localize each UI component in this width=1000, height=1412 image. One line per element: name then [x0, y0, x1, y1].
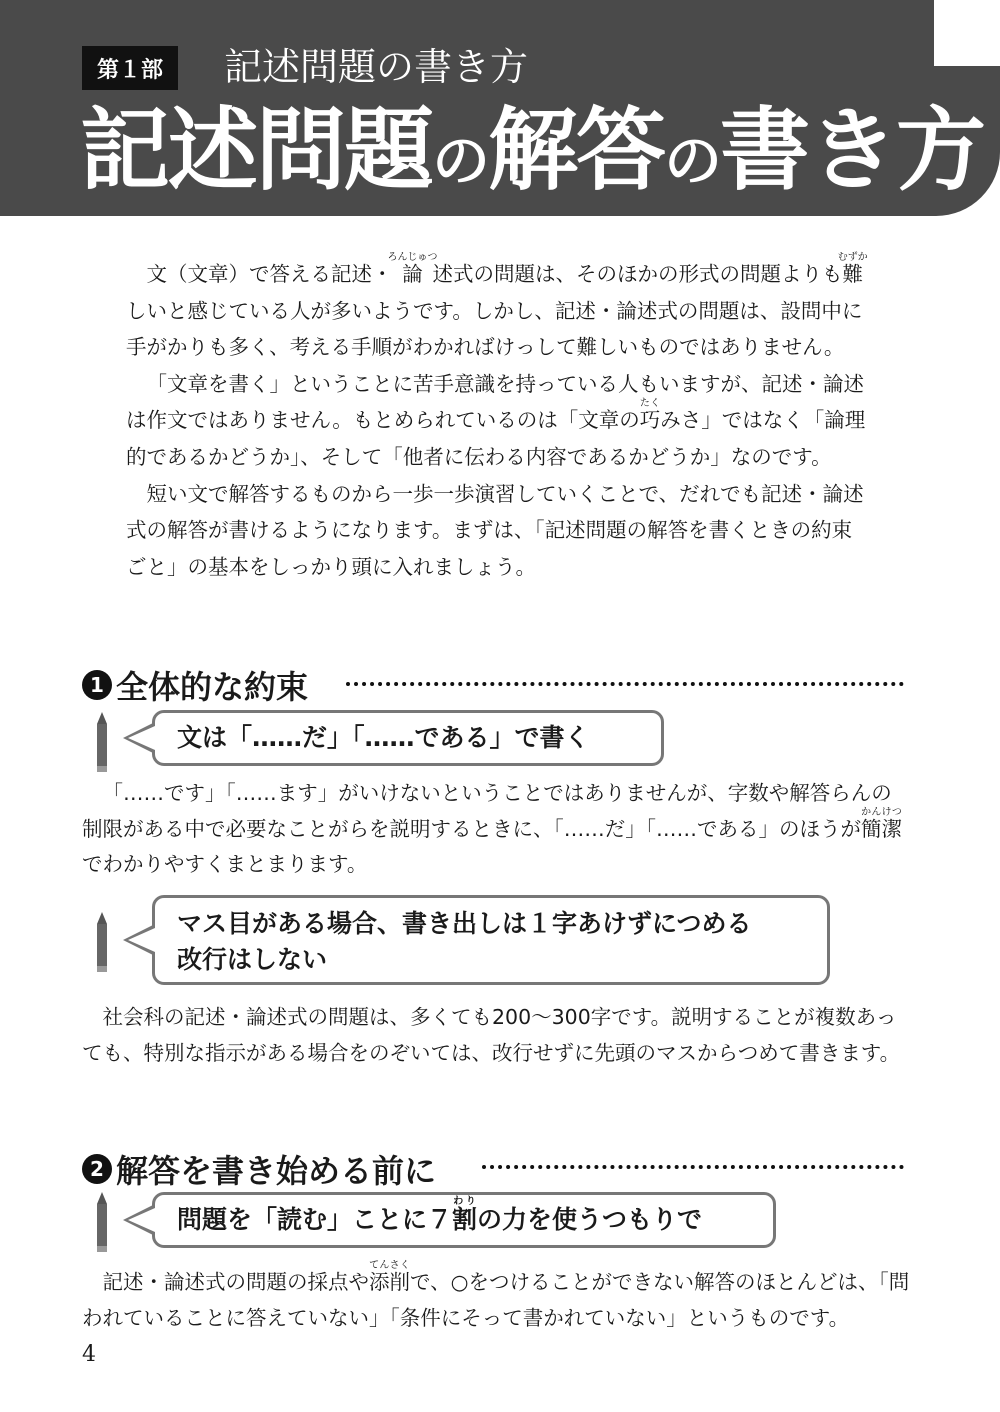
section-heading-1 — [82, 662, 308, 708]
intro-paragraph — [126, 252, 868, 366]
part-subtitle: 記述問題の書き方 — [224, 45, 529, 89]
ruby-reading: むずか — [837, 252, 868, 263]
text-run: でわかりやすくまとまります。 — [82, 852, 368, 876]
ruby-base: 巧 — [639, 408, 661, 433]
ruby-word — [387, 252, 438, 286]
ruby-base: 論 — [387, 262, 438, 286]
text-run: 述式の問題は、そのほかの形式の問題よりも — [432, 262, 843, 286]
pencil-icon — [95, 912, 109, 972]
text-run: しいと感じている人が多いようです。しかし、記述・論述式の問題は、設問中に手がかりも多く、考える手順がわかればけっして難しいものではありません。 — [126, 298, 863, 360]
ruby-reading: かんけつ — [861, 806, 902, 818]
ruby-reading: てんさく — [369, 1260, 410, 1271]
text-run: 問題を「読む」ことに７ — [177, 1205, 453, 1234]
text-run: で、○をつけることができない解答のほとんどは、「問われていることに答えていない」「条件にそって書かれていない」というものです。 — [82, 1270, 910, 1330]
text-run: 記述・論述式の問題の採点や — [102, 1270, 369, 1294]
section-number-badge: 2 — [82, 1154, 112, 1184]
section-body — [82, 1260, 910, 1336]
ruby-reading: たく — [639, 398, 661, 410]
ruby-word — [639, 398, 661, 433]
section-number-badge: 1 — [82, 670, 112, 700]
page-title — [80, 96, 984, 216]
section-body — [82, 776, 910, 883]
ruby-base: 簡潔 — [861, 816, 902, 841]
dotted-leader — [482, 1165, 904, 1169]
rule-callout: 文は「……だ」「……である」で書く — [152, 710, 664, 766]
title-part: 記述問題 — [80, 98, 432, 203]
body-paragraph — [82, 776, 910, 883]
body-paragraph: 社会科の記述・論述式の問題は、多くても200〜300字です。説明することが複数あっても、特別な指示がある場合をのぞいては、改行せずに先頭のマスからつめて書きます。 — [82, 1005, 901, 1065]
pencil-icon — [95, 712, 109, 772]
rule-callout — [152, 1192, 776, 1248]
ruby-word — [452, 1196, 478, 1234]
text-run: 文（文章）で答える記述・ — [146, 262, 393, 286]
title-part: 解答 — [488, 98, 665, 203]
ruby-base: 添削 — [369, 1270, 410, 1294]
section-title: 全体的な約束 — [116, 668, 309, 706]
title-part: の — [432, 127, 489, 195]
section-body — [82, 1000, 910, 1071]
part-badge: 第１部 — [82, 46, 178, 90]
ruby-base: 割 — [452, 1205, 478, 1234]
pencil-icon — [95, 1192, 109, 1252]
ruby-word — [861, 806, 902, 841]
intro-text — [126, 252, 868, 585]
ruby-word — [837, 252, 868, 286]
ruby-reading: ろんじゅつ — [387, 252, 438, 263]
dotted-leader — [346, 682, 904, 686]
title-part: の — [664, 127, 721, 195]
title-part: 書き方 — [720, 98, 985, 203]
page-number: 4 — [82, 1342, 96, 1367]
callout-line: 改行はしない — [177, 945, 328, 974]
body-paragraph — [82, 1260, 910, 1336]
intro-paragraph — [126, 366, 868, 476]
text-run: の力を使うつもりで — [477, 1205, 703, 1234]
text-run: 「文章を書く」ということに苦手意識を持っている人もいますが、記述・論述は作文ではありません。もとめられているのは「文章の — [126, 371, 864, 433]
ruby-word — [369, 1260, 410, 1294]
text-run: 「……です」「……ます」がいけないということではありませんが、字数や解答らんの制限がある中で必要なことがらを説明するときに、「……だ」「……である」のほうが — [82, 781, 892, 841]
text-run: みさ」ではなく「論理的であるかどうか」、そして「他者に伝わる内容であるかどうか」なのです。 — [126, 408, 866, 469]
callout-line: マス目がある場合、書き出しは１字あけずにつめる — [177, 909, 752, 938]
ruby-reading: わり — [452, 1196, 478, 1207]
ruby-base: 難 — [837, 262, 868, 286]
rule-callout — [152, 895, 830, 985]
section-heading-2 — [82, 1146, 436, 1192]
intro-paragraph: 短い文で解答するものから一歩一歩演習していくことで、だれでも記述・論述式の解答が書けるようになります。まずは、「記述問題の解答を書くときの約束ごと」の基本をしっかり頭に入れましょう。 — [126, 481, 864, 579]
section-title: 解答を書き始める前に — [116, 1152, 437, 1190]
header-notch — [934, 0, 1000, 66]
